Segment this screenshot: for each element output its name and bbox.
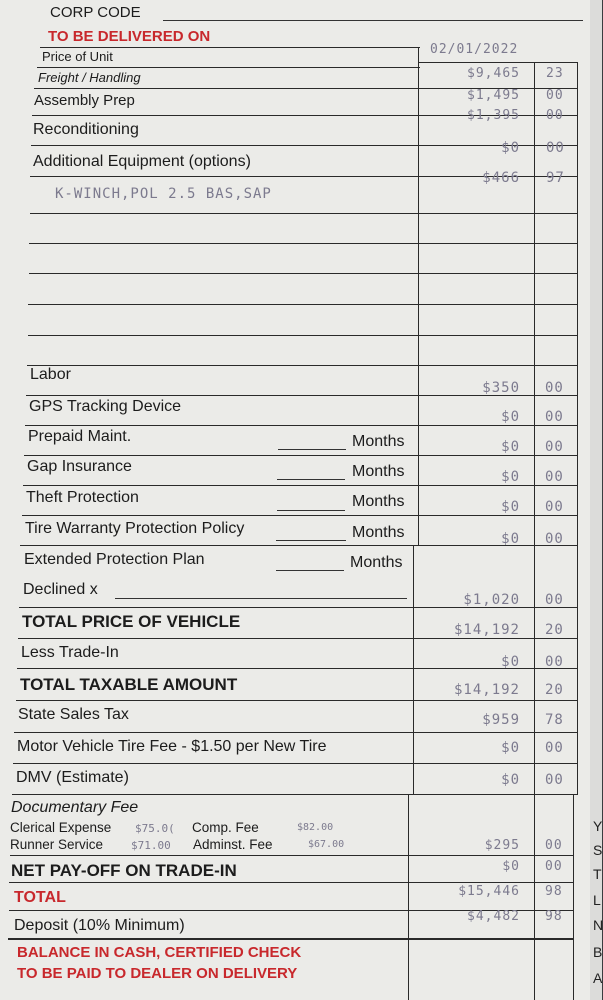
grid-line [25,425,578,426]
grid-line [17,668,578,669]
grid-line [13,763,578,764]
gps-cents: 00 [545,409,564,425]
months-label: Months [352,524,405,541]
labor-label: Labor [30,366,71,383]
runner-service-value: $71.00 [131,839,171,852]
grid-line [18,638,578,639]
total-price-cents: 20 [545,622,564,638]
freight-dollars: $1,495 [467,88,520,103]
clerical-expense-label: Clerical Expense [10,820,112,835]
months-label: Months [350,554,403,571]
labor-cents: 00 [545,380,564,396]
edge-letter: N [593,917,603,933]
documentary-fee-cents: 00 [545,838,563,853]
edge-letter: L [593,892,601,908]
total-price-dollars: $14,192 [453,622,520,638]
balance-line-2: TO BE PAID TO DEALER ON DELIVERY [17,965,298,982]
deliver-label: TO BE DELIVERED ON [48,28,211,45]
assembly-prep-dollars: $1,395 [467,108,520,123]
deposit-dollars: $4,482 [467,909,520,924]
months-field [276,570,344,571]
edge-letter: A [593,970,603,986]
total-taxable-dollars: $14,192 [453,682,520,698]
reconditioning-cents: 00 [546,140,565,156]
grid-line [9,882,574,883]
grid-line [20,545,578,546]
comp-fee-value: $82.00 [297,822,334,833]
assembly-prep-label: Assembly Prep [34,92,135,109]
additional-equipment-label: Additional Equipment (options) [33,153,251,170]
price-of-unit-label: Price of Unit [42,49,113,64]
months-field [276,540,346,541]
state-sales-tax-label: State Sales Tax [18,706,129,723]
deposit-label: Deposit (10% Minimum) [14,917,185,934]
prepaid-maint-cents: 00 [545,439,564,455]
grid-line [408,795,409,1000]
months-label: Months [352,433,405,450]
tire-warranty-cents: 00 [545,531,564,547]
reconditioning-dollars: $0 [501,140,520,156]
additional-equipment-cents: 97 [546,170,565,186]
freight-handling-label: Freight / Handling [38,70,141,85]
equipment-note: K-WINCH,POL 2.5 BAS,SAP [55,186,272,202]
grid-line [16,700,578,701]
extended-protection-label: Extended Protection Plan [24,551,205,568]
balance-line-1: BALANCE IN CASH, CERTIFIED CHECK [17,944,302,961]
grid-line [23,485,578,486]
total-price-label: TOTAL PRICE OF VEHICLE [22,612,241,631]
adminst-fee-value: $67.00 [308,839,345,850]
tire-fee-cents: 00 [545,740,564,756]
grid-line [10,855,574,856]
net-payoff-dollars: $0 [502,859,520,874]
grid-line [14,732,578,733]
dmv-cents: 00 [545,772,564,788]
grid-line [534,62,535,1000]
grid-line [573,795,574,1000]
net-payoff-cents: 00 [545,859,563,874]
total-cents: 98 [545,884,563,899]
theft-protection-dollars: $0 [501,499,520,515]
price-of-unit-dollars: $9,465 [467,66,520,81]
tire-warranty-label: Tire Warranty Protection Policy [25,520,245,537]
total-dollars: $15,446 [458,884,520,899]
months-field [278,449,346,450]
net-payoff-label: NET PAY-OFF ON TRADE-IN [11,861,237,880]
tire-warranty-dollars: $0 [501,531,520,547]
additional-equipment-dollars: $466 [482,170,520,186]
months-label: Months [352,463,405,480]
adminst-fee-label: Adminst. Fee [193,837,273,852]
total-label: TOTAL [14,889,66,906]
grid-line [31,145,578,146]
gap-insurance-cents: 00 [545,469,564,485]
declined-label: Declined x [23,581,98,598]
declined-signature-line [115,598,407,599]
months-label: Months [352,493,405,510]
edge-letter: S [593,842,603,858]
tire-fee-label: Motor Vehicle Tire Fee - $1.50 per New Tire [17,738,327,755]
documentary-fee-dollars: $295 [484,838,520,853]
state-sales-tax-cents: 78 [545,712,564,728]
deposit-cents: 98 [545,909,563,924]
dmv-estimate-label: DMV (Estimate) [16,769,129,786]
comp-fee-label: Comp. Fee [192,820,259,835]
declined-dollars: $1,020 [463,592,520,608]
grid-line [29,273,578,274]
edge-letter: T [593,866,602,882]
total-taxable-label: TOTAL TAXABLE AMOUNT [20,675,238,694]
dmv-dollars: $0 [501,772,520,788]
declined-cents: 00 [545,592,564,608]
months-field [277,510,345,511]
total-taxable-cents: 20 [545,682,564,698]
gps-dollars: $0 [501,409,520,425]
grid-line [8,938,574,940]
theft-protection-cents: 00 [545,499,564,515]
reconditioning-label: Reconditioning [33,121,139,138]
documentary-fee-label: Documentary Fee [11,799,139,816]
grid-line [418,62,578,63]
grid-line [22,515,578,516]
clerical-expense-value: $75.0( [135,822,175,835]
price-of-unit-cents: 23 [546,66,564,81]
grid-line [27,365,578,366]
grid-line [418,47,419,545]
theft-protection-label: Theft Protection [26,489,139,506]
edge-letter: Y [593,818,603,834]
runner-service-label: Runner Service [10,837,104,852]
grid-line [413,545,414,795]
grid-line [29,243,578,244]
gap-insurance-dollars: $0 [501,469,520,485]
grid-line [40,47,420,48]
grid-line [28,335,578,336]
deliver-date: 02/01/2022 [430,42,519,57]
grid-line [28,304,578,305]
grid-line [30,213,578,214]
gps-tracking-label: GPS Tracking Device [29,398,182,415]
corp-code-field [163,20,583,21]
labor-dollars: $350 [482,380,520,396]
grid-line [37,67,420,68]
grid-line [24,455,578,456]
tire-fee-dollars: $0 [501,740,520,756]
prepaid-maint-label: Prepaid Maint. [28,428,132,445]
prepaid-maint-dollars: $0 [501,439,520,455]
less-trade-in-dollars: $0 [501,654,520,670]
edge-letter: B [593,944,603,960]
grid-line [12,794,578,795]
corp-code-label: CORP CODE [50,4,141,21]
assembly-prep-cents: 00 [546,108,564,123]
freight-cents: 00 [546,88,564,103]
less-trade-in-label: Less Trade-In [21,644,119,661]
gap-insurance-label: Gap Insurance [27,458,132,475]
state-sales-tax-dollars: $959 [482,712,520,728]
less-trade-in-cents: 00 [545,654,564,670]
months-field [277,479,345,480]
grid-line [577,62,578,795]
